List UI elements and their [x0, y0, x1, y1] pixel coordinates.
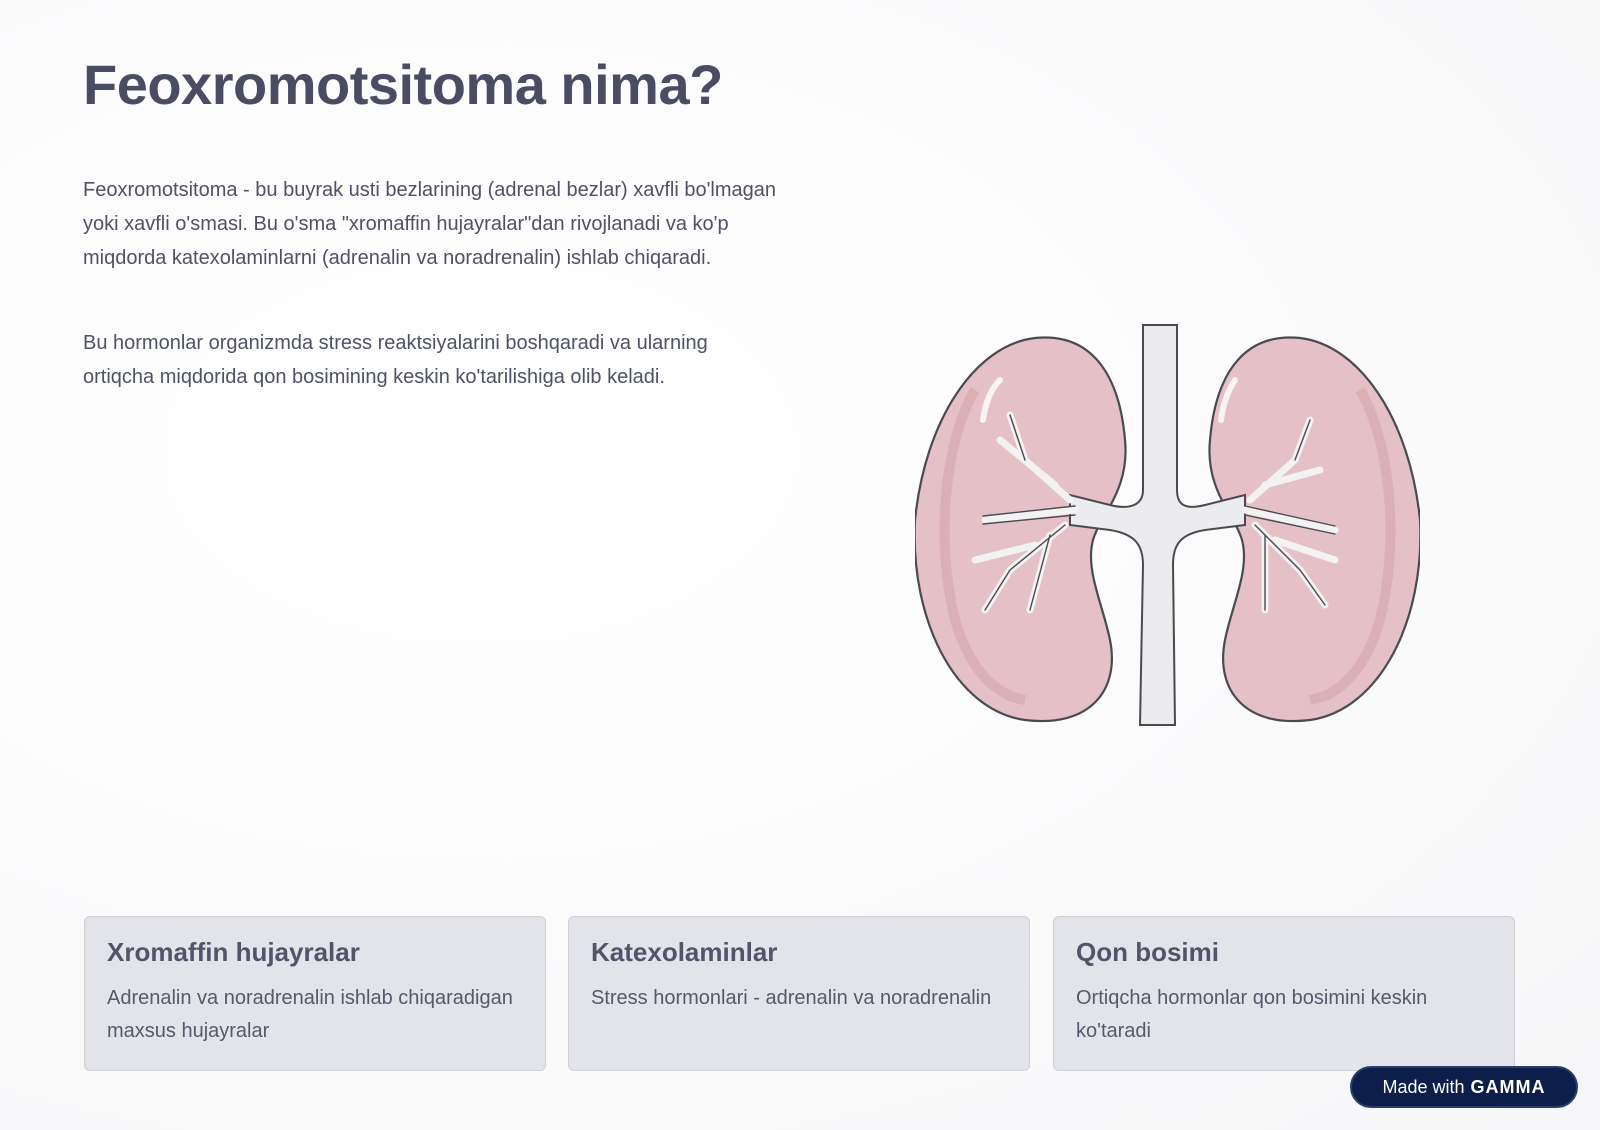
card-text: Stress hormonlari - adrenalin va noradrenalin [591, 987, 992, 1009]
card-title: Qon bosimi [1076, 937, 1219, 967]
badge-prefix: Made with [1382, 1076, 1465, 1097]
kidneys-icon [915, 320, 1420, 740]
made-with-gamma-badge[interactable] [1350, 1066, 1578, 1108]
hormone-paragraph: Bu hormonlar organizmda stress reaktsiyalarini boshqaradi va ularning ortiqcha miqdorida qon bosimining keskin ko'tarilishiga olib keladi. [83, 332, 708, 388]
card-text: Adrenalin va noradrenalin ishlab chiqaradigan maxsus hujayralar [107, 987, 513, 1042]
card-title: Xromaffin hujayralar [107, 937, 360, 967]
intro-paragraph: Feoxromotsitoma - bu buyrak usti bezlarining (adrenal bezlar) xavfli bo'lmagan yoki xavfli o'smasi. Bu o'sma "xromaffin hujayralar"dan rivojlanadi va ko'p miqdorda katexolaminlarni (adrenalin va noradrenalin) ishlab chiqaradi. [83, 179, 777, 269]
card-blood-pressure [1053, 916, 1515, 1071]
card-catecholamines [568, 916, 1030, 1071]
card-chromaffin-cells [84, 916, 546, 1071]
card-text: Ortiqcha hormonlar qon bosimini keskin ko'taradi [1076, 987, 1428, 1042]
gamma-logo: GAMMA [1470, 1076, 1546, 1097]
page-title: Feoxromotsitoma nima? [83, 53, 723, 116]
card-title: Katexolaminlar [591, 937, 778, 967]
